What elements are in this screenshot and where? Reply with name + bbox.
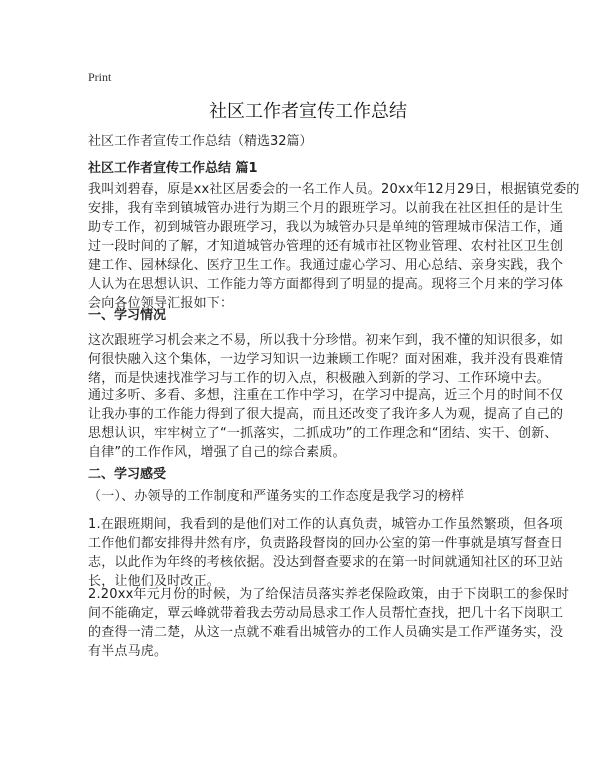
text-line: 过一段时间的了解，才知道城管办管理的还有城市社区物业管理、农村社区卫生创 — [88, 239, 564, 254]
item-1 — [88, 515, 563, 591]
section-heading: 社区工作者宣传工作总结 篇1 — [88, 161, 258, 176]
text-line: 我叫刘碧春，原是xx社区居委会的一名工作人员。20xx年12月29日，根据镇党委的 — [88, 182, 580, 197]
text-line: 间不能确定，覃云峰就带着我去劳动局恳求工作人员帮忙查找，把几十名下岗职工 — [88, 606, 564, 621]
text-line: 长，让他们及时改正。 — [88, 574, 221, 589]
document-subtitle: 社区工作者宣传工作总结（精选32篇） — [88, 134, 313, 149]
text-line: 助专工作，初到城管办跟班学习，我以为城管办只是单纯的管理城市保洁工作，通 — [88, 220, 564, 235]
print-label: Print — [88, 70, 112, 84]
subheading — [88, 487, 464, 506]
text-line: 1.在跟班期间，我看到的是他们对工作的认真负责，城管办工作虽然繁琐，但各项 — [88, 517, 563, 532]
text-line: 思想认识，牢牢树立了“一抓落实，二抓成功”的工作理念和“团结、实干、创新、 — [88, 426, 558, 441]
text-line: 通过多听、多看、多想，注重在工作中学习，在学习中提高，近三个月的时间不仅 — [88, 388, 564, 403]
heading-study-status: 一、学习情况 — [88, 308, 167, 323]
text-line: 2.20xx年元月份的时候，为了给保洁员落实养老保险政策，由于下岗职工的参保时 — [88, 587, 570, 602]
text-line: 安排，我有幸到镇城管办进行为期三个月的跟班学习。以前我在社区担任的是计生 — [88, 201, 564, 216]
document-title: 社区工作者宣传工作总结 — [209, 101, 407, 122]
paragraph-1 — [88, 331, 563, 388]
text-line: 何很快融入这个集体，一边学习知识一边兼顾工作呢？面对困难，我并没有畏难情 — [88, 352, 564, 367]
text-line: 让我办事的工作能力得到了很大提高，而且还改变了我许多人为观，提高了自己的 — [88, 407, 564, 422]
text-line: 人认为在思想认识、工作能力等方面都得到了明显的提高。现将三个月来的学习体 — [88, 277, 564, 292]
text-line: 自律”的工作作风，增强了自己的综合素质。 — [88, 445, 346, 460]
text-line: 工作他们都安排得井然有序，负责路段督岗的回办公室的第一件事就是填写督查日 — [88, 536, 564, 551]
text-line: （一）、办领导的工作制度和严谨务实的工作态度是我学习的榜样 — [88, 489, 465, 504]
text-line: 建工作、园林绿化、医疗卫生工作。我通过虚心学习、用心总结、亲身实践，我个 — [88, 258, 564, 273]
text-line: 有半点马虎。 — [88, 644, 168, 659]
item-2 — [88, 585, 569, 661]
text-line: 这次跟班学习机会来之不易，所以我十分珍惜。初来乍到，我不懂的知识很多，如 — [88, 333, 564, 348]
paragraph-2 — [88, 386, 563, 462]
text-line: 绪，而是快速找准学习与工作的切入点，积极融入到新的学习、工作环境中去。 — [88, 371, 551, 386]
text-line: 的查得一清二楚，从这一点就不难看出城管办的工作人员确实是工作严谨务实，没 — [88, 625, 564, 640]
text-line: 会向各位领导汇报如下： — [88, 296, 234, 311]
text-line: 志，以此作为年终的考核依据。没达到督查要求的在第一时间就通知社区的环卫站 — [88, 555, 564, 570]
intro-paragraph — [88, 180, 580, 313]
heading-study-feelings: 二、学习感受 — [88, 467, 167, 482]
